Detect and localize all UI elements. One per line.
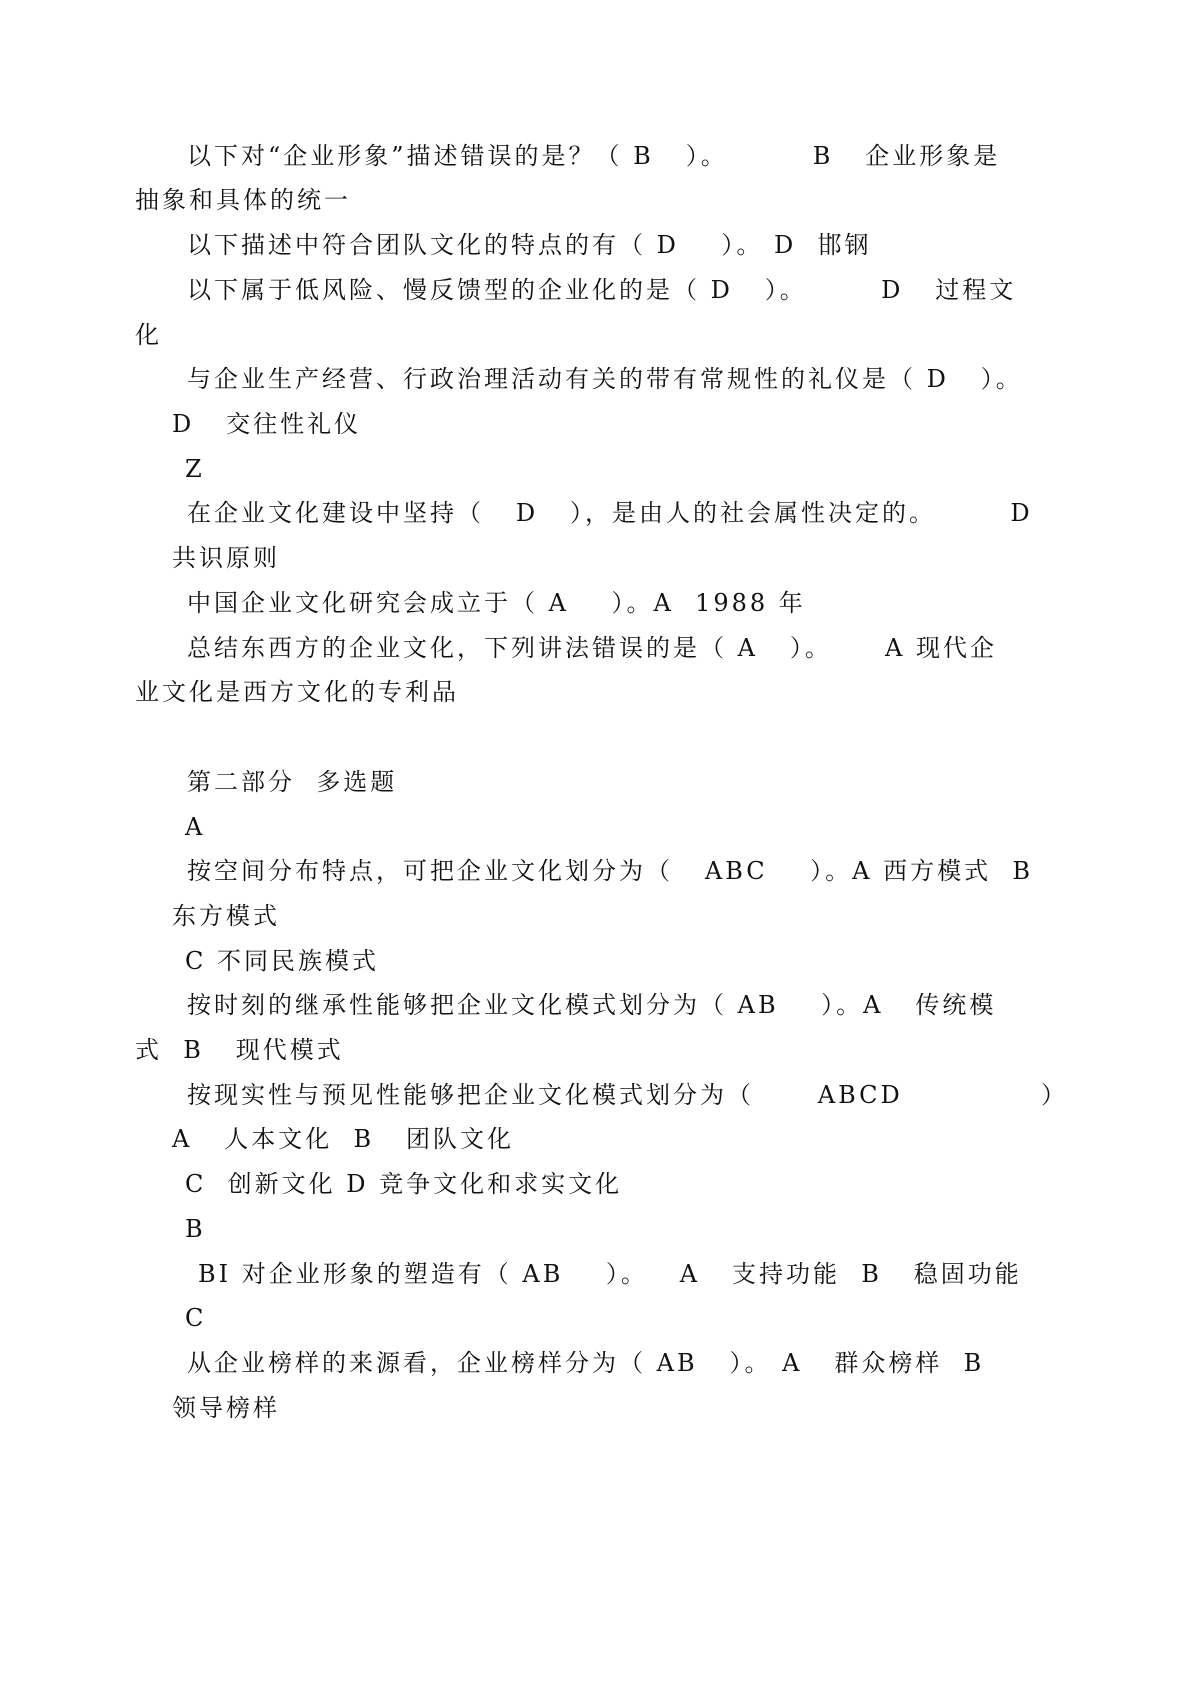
text-line: 抽象和具体的统一 xyxy=(135,186,351,214)
text-line: D 交往性礼仪 xyxy=(172,410,362,438)
section-heading: 第二部分 多选题 xyxy=(187,768,398,796)
text-line: 按空间分布特点，可把企业文化划分为（ ABC ）。A 西方模式 B xyxy=(187,857,1034,885)
text-line: 共识原则 xyxy=(172,544,280,572)
text-line: 领导榜样 xyxy=(172,1394,280,1422)
text-line: Z xyxy=(185,455,205,483)
text-line: C 不同民族模式 xyxy=(185,947,379,975)
text-line: 以下对“企业形象”描述错误的是？（ B ）。 B 企业形象是 xyxy=(187,142,1001,170)
text-line: 业文化是西方文化的专利品 xyxy=(135,678,459,706)
text-line: 与企业生产经营、行政治理活动有关的带有常规性的礼仪是（ D ）。 xyxy=(187,365,1023,393)
text-line: 式 B 现代模式 xyxy=(135,1036,344,1064)
text-line: 按现实性与预见性能够把企业文化模式划分为（ ABCD ） xyxy=(187,1081,1068,1109)
text-line: 总结东西方的企业文化，下列讲法错误的是（ A ）。 A 现代企 xyxy=(187,634,997,662)
text-line: 从企业榜样的来源看，企业榜样分为（ AB ）。 A 群众榜样 B xyxy=(187,1349,985,1377)
text-line: A xyxy=(185,813,206,841)
text-line: 按时刻的继承性能够把企业文化模式划分为（ AB ）。A 传统模 xyxy=(187,991,997,1019)
text-line: BI 对企业形象的塑造有（ AB ）。 A 支持功能 B 稳固功能 xyxy=(198,1260,1022,1288)
text-line: 东方模式 xyxy=(172,902,280,930)
text-line: 以下属于低风险、慢反馈型的企业化的是（ D ）。 D 过程文 xyxy=(187,276,1017,304)
text-line: 以下描述中符合团队文化的特点的有（ D ）。 D 邯钢 xyxy=(187,231,872,259)
text-line: 化 xyxy=(135,321,162,349)
text-line: C 创新文化 D 竞争文化和求实文化 xyxy=(185,1170,623,1198)
text-line: 中国企业文化研究会成立于（ A ）。A 1988 年 xyxy=(187,589,806,617)
text-line: 在企业文化建设中坚持（ D ），是由人的社会属性决定的。 D xyxy=(187,499,1033,527)
text-line: A 人本文化 B 团队文化 xyxy=(172,1125,514,1153)
text-line: C xyxy=(185,1304,207,1332)
text-line: B xyxy=(185,1215,206,1243)
